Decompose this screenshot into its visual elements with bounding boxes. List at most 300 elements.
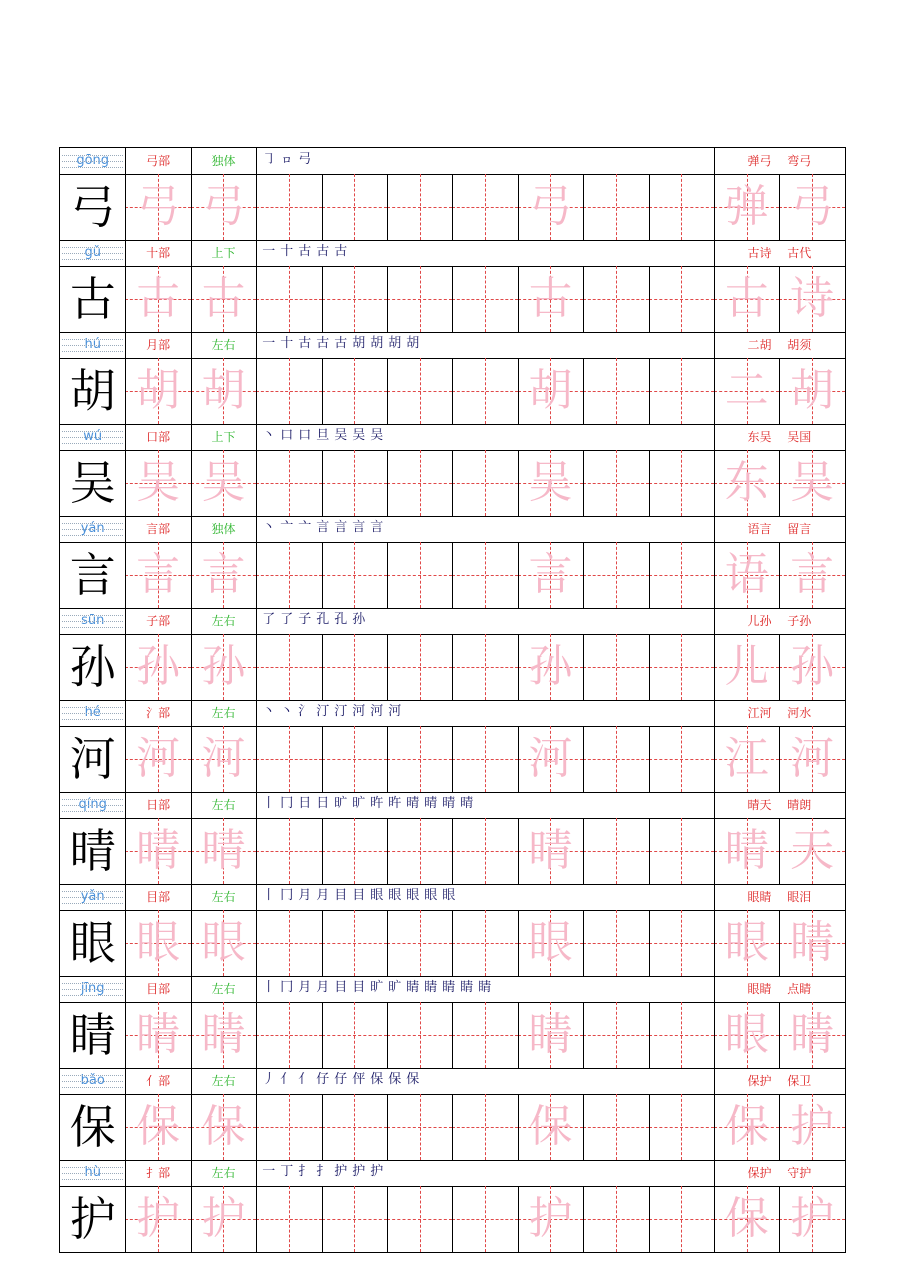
grid-col-divider bbox=[125, 358, 126, 424]
grid-cell[interactable] bbox=[191, 1186, 256, 1252]
grid-col-divider bbox=[387, 174, 388, 240]
grid-cell[interactable] bbox=[60, 634, 125, 700]
grid-cell[interactable] bbox=[125, 266, 190, 332]
pinyin-guide-line bbox=[62, 995, 123, 996]
stroke-order bbox=[256, 608, 714, 634]
writing-grid bbox=[60, 1094, 845, 1160]
grid-col-divider bbox=[125, 634, 126, 700]
radical-label bbox=[125, 148, 190, 174]
info-col-divider bbox=[714, 608, 715, 634]
grid-cell[interactable] bbox=[452, 818, 517, 884]
grid-cell[interactable] bbox=[322, 1186, 387, 1252]
grid-cell[interactable] bbox=[256, 1002, 321, 1068]
grid-cell[interactable] bbox=[387, 266, 452, 332]
grid-cell[interactable] bbox=[387, 1002, 452, 1068]
char-row-1 bbox=[60, 148, 845, 240]
writing-grid bbox=[60, 1186, 845, 1252]
grid-cell[interactable] bbox=[649, 634, 714, 700]
grid-col-divider bbox=[779, 1186, 780, 1252]
grid-cell[interactable] bbox=[583, 910, 648, 976]
grid-col-divider bbox=[322, 818, 323, 884]
grid-cell[interactable] bbox=[583, 634, 648, 700]
trace-character: 言 bbox=[201, 549, 246, 600]
pinyin-label-text: hú bbox=[84, 337, 101, 352]
grid-cell[interactable] bbox=[387, 634, 452, 700]
grid-cell[interactable] bbox=[649, 450, 714, 516]
grid-cell[interactable] bbox=[779, 910, 844, 976]
grid-cell[interactable] bbox=[256, 174, 321, 240]
trace-character: 河 bbox=[528, 733, 573, 784]
grid-cell[interactable] bbox=[256, 818, 321, 884]
grid-col-divider bbox=[649, 1094, 650, 1160]
grid-col-divider bbox=[518, 1094, 519, 1160]
grid-cell[interactable] bbox=[191, 358, 256, 424]
grid-cell[interactable] bbox=[779, 174, 844, 240]
pinyin-guide-line bbox=[62, 983, 123, 984]
grid-cell[interactable] bbox=[779, 450, 844, 516]
grid-col-divider bbox=[452, 910, 453, 976]
grid-cell[interactable] bbox=[387, 1186, 452, 1252]
grid-cell[interactable] bbox=[387, 910, 452, 976]
grid-cell[interactable] bbox=[125, 174, 190, 240]
word-list-text: 晴天 晴朗 bbox=[747, 798, 812, 812]
grid-cell[interactable] bbox=[779, 726, 844, 792]
grid-cell[interactable] bbox=[387, 542, 452, 608]
grid-cell[interactable] bbox=[714, 174, 779, 240]
pinyin-guide-line bbox=[62, 719, 123, 720]
grid-cell[interactable] bbox=[583, 450, 648, 516]
grid-cell[interactable] bbox=[779, 818, 844, 884]
structure-label bbox=[191, 792, 256, 818]
pinyin-label bbox=[60, 1160, 125, 1186]
writing-grid bbox=[60, 174, 845, 240]
pinyin-label-text: yán bbox=[80, 521, 105, 536]
stroke-order-text: 丶口口旦吴吴吴 bbox=[262, 428, 389, 443]
info-col-divider bbox=[256, 240, 257, 266]
grid-cell[interactable] bbox=[518, 450, 583, 516]
grid-col-divider bbox=[322, 542, 323, 608]
word-list-text: 东吴 吴国 bbox=[747, 430, 812, 444]
guide-horizontal bbox=[322, 1127, 387, 1128]
grid-col-divider bbox=[387, 1002, 388, 1068]
grid-cell[interactable] bbox=[60, 818, 125, 884]
grid-cell[interactable] bbox=[583, 726, 648, 792]
stroke-order bbox=[256, 976, 714, 1002]
grid-cell[interactable] bbox=[387, 174, 452, 240]
trace-character: 东 bbox=[724, 457, 769, 508]
grid-cell[interactable] bbox=[125, 542, 190, 608]
grid-col-divider bbox=[452, 542, 453, 608]
grid-cell[interactable] bbox=[714, 1002, 779, 1068]
pinyin-label-text: hé bbox=[84, 705, 101, 720]
grid-cell[interactable] bbox=[583, 818, 648, 884]
trace-character: 弓 bbox=[528, 181, 573, 232]
grid-cell[interactable] bbox=[191, 266, 256, 332]
info-col-divider bbox=[714, 1068, 715, 1094]
pinyin-label bbox=[60, 884, 125, 910]
grid-cell[interactable] bbox=[191, 450, 256, 516]
info-col-divider bbox=[256, 792, 257, 818]
pinyin-label bbox=[60, 608, 125, 634]
trace-character: 江 bbox=[724, 733, 769, 784]
grid-cell[interactable] bbox=[322, 726, 387, 792]
grid-cell[interactable] bbox=[387, 358, 452, 424]
grid-cell[interactable] bbox=[518, 1186, 583, 1252]
grid-col-divider bbox=[322, 1094, 323, 1160]
model-character: 古 bbox=[69, 272, 116, 326]
grid-cell[interactable] bbox=[387, 818, 452, 884]
grid-col-divider bbox=[452, 634, 453, 700]
grid-cell[interactable] bbox=[649, 1186, 714, 1252]
grid-col-divider bbox=[387, 450, 388, 516]
grid-col-divider bbox=[452, 818, 453, 884]
grid-cell[interactable] bbox=[256, 1186, 321, 1252]
grid-cell[interactable] bbox=[191, 818, 256, 884]
grid-col-divider bbox=[191, 1002, 192, 1068]
grid-col-divider bbox=[583, 634, 584, 700]
grid-cell[interactable] bbox=[125, 1094, 190, 1160]
info-col-divider bbox=[256, 976, 257, 1002]
guide-horizontal bbox=[256, 943, 321, 944]
trace-character: 睛 bbox=[201, 1009, 246, 1060]
grid-cell[interactable] bbox=[256, 1094, 321, 1160]
grid-cell[interactable] bbox=[714, 358, 779, 424]
grid-cell[interactable] bbox=[60, 1186, 125, 1252]
grid-cell[interactable] bbox=[649, 910, 714, 976]
pinyin-guide-line bbox=[62, 431, 123, 432]
grid-cell[interactable] bbox=[322, 542, 387, 608]
grid-cell[interactable] bbox=[518, 634, 583, 700]
pinyin-guide-line bbox=[62, 621, 123, 622]
grid-cell[interactable] bbox=[583, 542, 648, 608]
grid-col-divider bbox=[125, 726, 126, 792]
grid-cell[interactable] bbox=[518, 818, 583, 884]
grid-cell[interactable] bbox=[518, 358, 583, 424]
pinyin-guide-line bbox=[62, 713, 123, 714]
grid-cell[interactable] bbox=[125, 818, 190, 884]
guide-horizontal bbox=[583, 1127, 648, 1128]
guide-horizontal bbox=[452, 1127, 517, 1128]
grid-cell[interactable] bbox=[714, 726, 779, 792]
guide-horizontal bbox=[256, 207, 321, 208]
radical-label-text: 氵部 bbox=[146, 706, 171, 720]
grid-cell[interactable] bbox=[322, 1094, 387, 1160]
trace-character: 吴 bbox=[136, 457, 181, 508]
info-col-divider bbox=[125, 424, 126, 450]
pinyin-guide-line bbox=[62, 351, 123, 352]
grid-col-divider bbox=[583, 174, 584, 240]
grid-cell[interactable] bbox=[60, 358, 125, 424]
pinyin-label bbox=[60, 148, 125, 174]
grid-cell[interactable] bbox=[452, 726, 517, 792]
grid-cell[interactable] bbox=[649, 818, 714, 884]
guide-horizontal bbox=[452, 851, 517, 852]
grid-cell[interactable] bbox=[452, 1094, 517, 1160]
grid-cell[interactable] bbox=[452, 174, 517, 240]
grid-cell[interactable] bbox=[256, 634, 321, 700]
guide-horizontal bbox=[387, 1219, 452, 1220]
grid-cell[interactable] bbox=[256, 910, 321, 976]
char-row-9 bbox=[60, 884, 845, 976]
guide-horizontal bbox=[583, 575, 648, 576]
grid-cell[interactable] bbox=[322, 818, 387, 884]
stroke-order-text: ㇆ㇿ弓 bbox=[262, 152, 317, 167]
word-list-text: 眼睛 点睛 bbox=[747, 982, 812, 996]
grid-cell[interactable] bbox=[583, 1094, 648, 1160]
grid-cell[interactable] bbox=[452, 450, 517, 516]
grid-cell[interactable] bbox=[452, 1002, 517, 1068]
grid-cell[interactable] bbox=[649, 542, 714, 608]
grid-cell[interactable] bbox=[714, 1094, 779, 1160]
grid-cell[interactable] bbox=[191, 910, 256, 976]
structure-label bbox=[191, 240, 256, 266]
grid-col-divider bbox=[649, 1186, 650, 1252]
grid-cell[interactable] bbox=[452, 542, 517, 608]
trace-character: 语 bbox=[724, 549, 769, 600]
grid-cell[interactable] bbox=[649, 358, 714, 424]
grid-cell[interactable] bbox=[191, 542, 256, 608]
trace-character: 胡 bbox=[136, 365, 181, 416]
grid-cell[interactable] bbox=[322, 634, 387, 700]
grid-cell[interactable] bbox=[256, 358, 321, 424]
grid-cell[interactable] bbox=[518, 174, 583, 240]
grid-cell[interactable] bbox=[452, 266, 517, 332]
grid-cell[interactable] bbox=[256, 450, 321, 516]
grid-cell[interactable] bbox=[518, 910, 583, 976]
stroke-order-text: 丶亠亠言言言言 bbox=[262, 520, 389, 535]
grid-cell[interactable] bbox=[583, 358, 648, 424]
grid-cell[interactable] bbox=[779, 1094, 844, 1160]
grid-cell[interactable] bbox=[256, 542, 321, 608]
grid-col-divider bbox=[125, 450, 126, 516]
grid-cell[interactable] bbox=[125, 726, 190, 792]
grid-cell[interactable] bbox=[60, 266, 125, 332]
guide-horizontal bbox=[649, 1035, 714, 1036]
model-character: 护 bbox=[69, 1192, 116, 1246]
grid-cell[interactable] bbox=[125, 1002, 190, 1068]
word-list-text: 语言 留言 bbox=[747, 522, 812, 536]
model-character: 保 bbox=[69, 1100, 116, 1154]
grid-col-divider bbox=[779, 450, 780, 516]
grid-cell[interactable] bbox=[387, 450, 452, 516]
grid-cell[interactable] bbox=[518, 542, 583, 608]
info-col-divider bbox=[714, 240, 715, 266]
grid-col-divider bbox=[649, 450, 650, 516]
info-line bbox=[60, 1068, 845, 1094]
grid-cell[interactable] bbox=[714, 450, 779, 516]
radical-label bbox=[125, 332, 190, 358]
grid-cell[interactable] bbox=[779, 634, 844, 700]
structure-label-text: 上下 bbox=[211, 430, 236, 444]
grid-cell[interactable] bbox=[583, 174, 648, 240]
stroke-order-text: 一丁扌扌护护护 bbox=[262, 1164, 389, 1179]
grid-cell[interactable] bbox=[649, 174, 714, 240]
grid-cell[interactable] bbox=[452, 634, 517, 700]
guide-horizontal bbox=[583, 299, 648, 300]
radical-label bbox=[125, 424, 190, 450]
grid-cell[interactable] bbox=[60, 1094, 125, 1160]
grid-cell[interactable] bbox=[322, 266, 387, 332]
grid-cell[interactable] bbox=[649, 1094, 714, 1160]
grid-col-divider bbox=[387, 358, 388, 424]
grid-cell[interactable] bbox=[125, 450, 190, 516]
info-col-divider bbox=[256, 148, 257, 174]
pinyin-guide-line bbox=[62, 1075, 123, 1076]
grid-cell[interactable] bbox=[322, 358, 387, 424]
grid-col-divider bbox=[714, 634, 715, 700]
guide-horizontal bbox=[452, 207, 517, 208]
grid-cell[interactable] bbox=[125, 1186, 190, 1252]
pinyin-label-text: gōng bbox=[76, 153, 110, 168]
writing-grid bbox=[60, 726, 845, 792]
grid-col-divider bbox=[779, 174, 780, 240]
grid-cell[interactable] bbox=[191, 634, 256, 700]
trace-character: 眼 bbox=[136, 917, 181, 968]
structure-label bbox=[191, 700, 256, 726]
structure-label-text: 独体 bbox=[211, 154, 236, 168]
char-row-8 bbox=[60, 792, 845, 884]
pinyin-guide-line bbox=[62, 247, 123, 248]
grid-cell[interactable] bbox=[649, 266, 714, 332]
grid-cell[interactable] bbox=[60, 1002, 125, 1068]
char-row-7 bbox=[60, 700, 845, 792]
trace-character: 河 bbox=[790, 733, 835, 784]
grid-cell[interactable] bbox=[387, 1094, 452, 1160]
trace-character: 吴 bbox=[201, 457, 246, 508]
trace-character: 孙 bbox=[528, 641, 573, 692]
grid-cell[interactable] bbox=[452, 358, 517, 424]
grid-col-divider bbox=[322, 358, 323, 424]
grid-cell[interactable] bbox=[779, 266, 844, 332]
grid-cell[interactable] bbox=[714, 266, 779, 332]
radical-label-text: 目部 bbox=[146, 982, 171, 996]
structure-label-text: 左右 bbox=[211, 798, 236, 812]
grid-cell[interactable] bbox=[322, 1002, 387, 1068]
guide-horizontal bbox=[322, 575, 387, 576]
radical-label bbox=[125, 240, 190, 266]
grid-col-divider bbox=[125, 1186, 126, 1252]
grid-cell[interactable] bbox=[60, 450, 125, 516]
grid-cell[interactable] bbox=[256, 726, 321, 792]
radical-label-text: 十部 bbox=[146, 246, 171, 260]
guide-horizontal bbox=[583, 759, 648, 760]
guide-horizontal bbox=[649, 575, 714, 576]
info-line bbox=[60, 424, 845, 450]
grid-cell[interactable] bbox=[322, 910, 387, 976]
grid-col-divider bbox=[191, 358, 192, 424]
grid-cell[interactable] bbox=[714, 910, 779, 976]
grid-cell[interactable] bbox=[60, 910, 125, 976]
info-line bbox=[60, 516, 845, 542]
guide-horizontal bbox=[322, 299, 387, 300]
grid-cell[interactable] bbox=[649, 1002, 714, 1068]
grid-cell[interactable] bbox=[518, 1002, 583, 1068]
grid-col-divider bbox=[583, 910, 584, 976]
trace-character: 保 bbox=[724, 1101, 769, 1152]
trace-character: 河 bbox=[201, 733, 246, 784]
grid-cell[interactable] bbox=[649, 726, 714, 792]
grid-cell[interactable] bbox=[60, 174, 125, 240]
grid-cell[interactable] bbox=[191, 726, 256, 792]
pinyin-guide-line bbox=[62, 339, 123, 340]
grid-cell[interactable] bbox=[452, 1186, 517, 1252]
grid-col-divider bbox=[583, 1002, 584, 1068]
info-col-divider bbox=[256, 884, 257, 910]
trace-character: 睛 bbox=[528, 1009, 573, 1060]
trace-character: 保 bbox=[528, 1101, 573, 1152]
grid-cell[interactable] bbox=[191, 1002, 256, 1068]
grid-cell[interactable] bbox=[714, 542, 779, 608]
trace-character: 保 bbox=[136, 1101, 181, 1152]
trace-character: 诗 bbox=[790, 273, 835, 324]
grid-cell[interactable] bbox=[583, 266, 648, 332]
structure-label bbox=[191, 516, 256, 542]
trace-character: 晴 bbox=[528, 825, 573, 876]
stroke-order bbox=[256, 1068, 714, 1094]
grid-col-divider bbox=[714, 1094, 715, 1160]
trace-character: 眼 bbox=[724, 1009, 769, 1060]
grid-cell[interactable] bbox=[256, 266, 321, 332]
grid-cell[interactable] bbox=[518, 726, 583, 792]
grid-cell[interactable] bbox=[779, 1002, 844, 1068]
writing-grid bbox=[60, 542, 845, 608]
grid-cell[interactable] bbox=[583, 1186, 648, 1252]
grid-col-divider bbox=[452, 1186, 453, 1252]
grid-col-divider bbox=[714, 174, 715, 240]
grid-cell[interactable] bbox=[714, 634, 779, 700]
grid-cell[interactable] bbox=[191, 1094, 256, 1160]
grid-cell[interactable] bbox=[714, 1186, 779, 1252]
grid-cell[interactable] bbox=[322, 174, 387, 240]
grid-cell[interactable] bbox=[60, 726, 125, 792]
info-col-divider bbox=[714, 976, 715, 1002]
radical-label-text: 亻部 bbox=[146, 1074, 171, 1088]
grid-cell[interactable] bbox=[125, 358, 190, 424]
grid-cell[interactable] bbox=[518, 1094, 583, 1160]
model-character: 眼 bbox=[69, 916, 116, 970]
grid-cell[interactable] bbox=[779, 1186, 844, 1252]
grid-col-divider bbox=[583, 1094, 584, 1160]
info-col-divider bbox=[125, 332, 126, 358]
word-list-text: 弹弓 弯弓 bbox=[747, 154, 812, 168]
grid-cell[interactable] bbox=[60, 542, 125, 608]
trace-character: 古 bbox=[528, 273, 573, 324]
grid-cell[interactable] bbox=[714, 818, 779, 884]
grid-cell[interactable] bbox=[387, 726, 452, 792]
guide-horizontal bbox=[322, 943, 387, 944]
radical-label-text: 月部 bbox=[146, 338, 171, 352]
guide-horizontal bbox=[583, 391, 648, 392]
grid-cell[interactable] bbox=[518, 266, 583, 332]
grid-cell[interactable] bbox=[125, 910, 190, 976]
grid-cell[interactable] bbox=[125, 634, 190, 700]
grid-cell[interactable] bbox=[583, 1002, 648, 1068]
trace-character: 弓 bbox=[201, 181, 246, 232]
radical-label-text: 口部 bbox=[146, 430, 171, 444]
info-col-divider bbox=[191, 1160, 192, 1186]
pinyin-guide-line bbox=[62, 891, 123, 892]
stroke-order-text: 丨冂日日旷旷旿旿晴晴晴晴 bbox=[262, 796, 479, 811]
grid-cell[interactable] bbox=[191, 174, 256, 240]
grid-cell[interactable] bbox=[322, 450, 387, 516]
grid-cell[interactable] bbox=[779, 542, 844, 608]
pinyin-guide-line bbox=[62, 627, 123, 628]
pinyin-guide-line bbox=[62, 811, 123, 812]
grid-cell[interactable] bbox=[779, 358, 844, 424]
grid-col-divider bbox=[649, 818, 650, 884]
word-list bbox=[714, 424, 845, 450]
grid-cell[interactable] bbox=[452, 910, 517, 976]
